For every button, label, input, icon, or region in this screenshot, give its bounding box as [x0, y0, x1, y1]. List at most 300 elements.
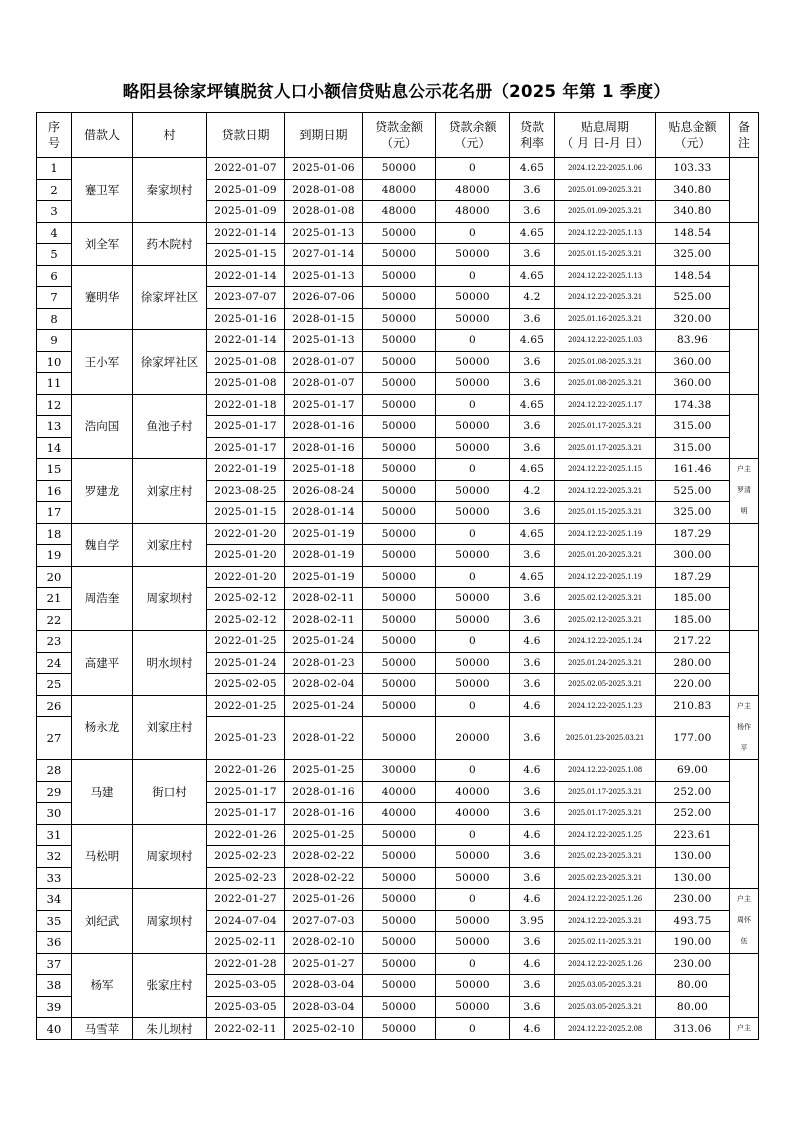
loan-amount: 50000 [363, 351, 436, 373]
interest-rate: 4.6 [510, 1018, 555, 1040]
row-number: 25 [37, 674, 72, 696]
table-header [37, 113, 759, 158]
subsidy-period: 2025.01.23-2025.03.21 [555, 717, 656, 760]
header-loan-date: 贷款日期 [207, 113, 285, 158]
row-number: 9 [37, 330, 72, 352]
loan-amount: 48000 [363, 179, 436, 201]
loan-amount: 50000 [363, 652, 436, 674]
note-text: 罗清 [737, 486, 751, 495]
loan-balance: 50000 [436, 674, 510, 696]
note-cell [730, 222, 759, 265]
note-cell [730, 330, 759, 395]
table-row [37, 265, 759, 287]
interest-rate: 3.6 [510, 437, 555, 459]
subsidy-period: 2025.02.12-2025.3.21 [555, 609, 656, 631]
loan-balance: 50000 [436, 932, 510, 954]
village-name: 刘家庄村 [133, 523, 207, 566]
loan-amount: 50000 [363, 287, 436, 309]
interest-rate: 3.95 [510, 910, 555, 932]
row-number: 22 [37, 609, 72, 631]
subsidy-period: 2024.12.22-2025.1.19 [555, 523, 656, 545]
row-number: 29 [37, 781, 72, 803]
subsidy-period: 2025.01.16-2025.3.21 [555, 308, 656, 330]
interest-rate: 3.6 [510, 609, 555, 631]
loan-balance: 0 [436, 824, 510, 846]
subsidy-period: 2024.12.22-2025.2.08 [555, 1018, 656, 1040]
village-name: 周家坝村 [133, 566, 207, 631]
loan-date: 2022-01-26 [207, 760, 285, 782]
note-cell [730, 566, 759, 631]
interest-rate: 3.6 [510, 932, 555, 954]
row-number: 35 [37, 910, 72, 932]
subsidy-amount: 340.80 [656, 201, 730, 223]
loan-balance: 50000 [436, 996, 510, 1018]
loan-amount: 50000 [363, 1018, 436, 1040]
borrower-name: 魏自学 [72, 523, 133, 566]
loan-balance: 50000 [436, 480, 510, 502]
subsidy-amount: 161.46 [656, 459, 730, 481]
subsidy-period: 2025.01.09-2025.3.21 [555, 201, 656, 223]
note-cell [730, 394, 759, 459]
loan-amount: 50000 [363, 480, 436, 502]
village-name: 刘家庄村 [133, 695, 207, 760]
due-date: 2025-01-25 [285, 824, 363, 846]
subsidy-period: 2025.01.17-2025.3.21 [555, 437, 656, 459]
loan-date: 2022-01-28 [207, 953, 285, 975]
interest-rate: 4.65 [510, 158, 555, 180]
loan-date: 2025-01-15 [207, 502, 285, 524]
subsidy-amount: 280.00 [656, 652, 730, 674]
subsidy-period: 2025.01.24-2025.3.21 [555, 652, 656, 674]
due-date: 2028-01-16 [285, 437, 363, 459]
loan-amount: 50000 [363, 824, 436, 846]
loan-date: 2023-08-25 [207, 480, 285, 502]
village-name: 徐家坪社区 [133, 265, 207, 330]
loan-balance: 0 [436, 1018, 510, 1040]
interest-rate: 3.6 [510, 588, 555, 610]
loan-date: 2022-01-14 [207, 330, 285, 352]
loan-balance: 0 [436, 459, 510, 481]
loan-amount: 50000 [363, 910, 436, 932]
subsidy-amount: 325.00 [656, 502, 730, 524]
loan-balance: 0 [436, 760, 510, 782]
table-row [37, 566, 759, 588]
note-cell [730, 953, 759, 1018]
loan-balance: 50000 [436, 373, 510, 395]
due-date: 2025-01-19 [285, 566, 363, 588]
subsidy-amount: 80.00 [656, 975, 730, 997]
row-number: 2 [37, 179, 72, 201]
note-text: 伍 [740, 937, 748, 946]
interest-rate: 3.6 [510, 803, 555, 825]
note-text: 户主 [737, 1024, 751, 1032]
due-date: 2028-01-16 [285, 416, 363, 438]
loan-date: 2023-07-07 [207, 287, 285, 309]
header-subsidy: 贴息金额 （元） [656, 113, 730, 158]
subsidy-amount: 300.00 [656, 545, 730, 567]
loan-amount: 40000 [363, 781, 436, 803]
loan-date: 2025-01-17 [207, 416, 285, 438]
village-name: 秦家坝村 [133, 158, 207, 223]
due-date: 2028-03-04 [285, 975, 363, 997]
borrower-name: 马建 [72, 760, 133, 825]
due-date: 2028-02-04 [285, 674, 363, 696]
loan-balance: 50000 [436, 910, 510, 932]
interest-rate: 4.2 [510, 480, 555, 502]
subsidy-period: 2025.01.15-2025.3.21 [555, 244, 656, 266]
subsidy-period: 2024.12.22-2025.1.17 [555, 394, 656, 416]
loan-date: 2022-01-27 [207, 889, 285, 911]
village-name: 周家坝村 [133, 824, 207, 889]
subsidy-amount: 220.00 [656, 674, 730, 696]
interest-rate: 4.65 [510, 459, 555, 481]
row-number: 11 [37, 373, 72, 395]
row-number: 36 [37, 932, 72, 954]
interest-rate: 3.6 [510, 867, 555, 889]
loan-date: 2024-07-04 [207, 910, 285, 932]
subsidy-period: 2025.01.15-2025.3.21 [555, 502, 656, 524]
interest-rate: 4.65 [510, 222, 555, 244]
subsidy-period: 2025.01.17-2025.3.21 [555, 781, 656, 803]
loan-amount: 50000 [363, 373, 436, 395]
due-date: 2028-01-07 [285, 373, 363, 395]
due-date: 2028-02-22 [285, 846, 363, 868]
village-name: 朱儿坝村 [133, 1018, 207, 1040]
loan-amount: 50000 [363, 308, 436, 330]
header-amount: 贷款金额 （元） [363, 113, 436, 158]
village-name: 明水坝村 [133, 631, 207, 696]
note-cell [730, 824, 759, 889]
due-date: 2025-01-06 [285, 158, 363, 180]
note-cell [730, 631, 759, 696]
row-number: 38 [37, 975, 72, 997]
borrower-name: 刘纪武 [72, 889, 133, 954]
subsidy-period: 2025.02.12-2025.3.21 [555, 588, 656, 610]
loan-amount: 50000 [363, 330, 436, 352]
subsidy-amount: 223.61 [656, 824, 730, 846]
loan-date: 2025-01-17 [207, 437, 285, 459]
subsidy-amount: 217.22 [656, 631, 730, 653]
borrower-name: 马松明 [72, 824, 133, 889]
note-text: 周怀 [737, 916, 751, 925]
borrower-name: 马雪苹 [72, 1018, 133, 1040]
note-cell [730, 889, 759, 954]
subsidy-period: 2025.01.08-2025.3.21 [555, 351, 656, 373]
row-number: 40 [37, 1018, 72, 1040]
row-number: 34 [37, 889, 72, 911]
row-number: 37 [37, 953, 72, 975]
subsidy-amount: 83.96 [656, 330, 730, 352]
loan-balance: 50000 [436, 287, 510, 309]
subsidy-amount: 325.00 [656, 244, 730, 266]
loan-date: 2022-01-07 [207, 158, 285, 180]
note-cell [730, 695, 759, 760]
subsidy-amount: 148.54 [656, 222, 730, 244]
loan-balance: 50000 [436, 846, 510, 868]
village-name: 周家坝村 [133, 889, 207, 954]
loan-amount: 50000 [363, 523, 436, 545]
loan-date: 2022-01-19 [207, 459, 285, 481]
borrower-name: 杨永龙 [72, 695, 133, 760]
table-row [37, 330, 759, 352]
due-date: 2025-01-24 [285, 631, 363, 653]
loan-balance: 0 [436, 953, 510, 975]
note-text: 户主 [737, 895, 751, 904]
interest-rate: 3.6 [510, 201, 555, 223]
loan-balance: 50000 [436, 588, 510, 610]
loan-date: 2025-01-23 [207, 717, 285, 760]
due-date: 2028-01-07 [285, 351, 363, 373]
interest-rate: 3.6 [510, 846, 555, 868]
loan-amount: 50000 [363, 244, 436, 266]
loan-amount: 50000 [363, 996, 436, 1018]
loan-date: 2025-02-12 [207, 609, 285, 631]
loan-amount: 50000 [363, 222, 436, 244]
subsidy-period: 2024.12.22-2025.1.03 [555, 330, 656, 352]
loan-balance: 50000 [436, 416, 510, 438]
due-date: 2025-01-13 [285, 265, 363, 287]
borrower-name: 周浩奎 [72, 566, 133, 631]
subsidy-amount: 185.00 [656, 609, 730, 631]
subsidy-period: 2024.12.22-2025.1.13 [555, 265, 656, 287]
due-date: 2028-02-10 [285, 932, 363, 954]
subsidy-period: 2024.12.22-2025.3.21 [555, 910, 656, 932]
table-row [37, 889, 759, 911]
header-borrower: 借款人 [72, 113, 133, 158]
subsidy-period: 2025.02.05-2025.3.21 [555, 674, 656, 696]
loan-amount: 50000 [363, 416, 436, 438]
borrower-name: 王小军 [72, 330, 133, 395]
due-date: 2028-01-16 [285, 803, 363, 825]
table-row [37, 824, 759, 846]
header-seq: 序 号 [37, 113, 72, 158]
interest-rate: 4.65 [510, 265, 555, 287]
due-date: 2028-02-11 [285, 588, 363, 610]
interest-rate: 4.6 [510, 889, 555, 911]
loan-amount: 50000 [363, 867, 436, 889]
loan-date: 2025-03-05 [207, 975, 285, 997]
subsidy-period: 2024.12.22-2025.1.24 [555, 631, 656, 653]
loan-amount: 50000 [363, 953, 436, 975]
due-date: 2026-08-24 [285, 480, 363, 502]
loan-date: 2022-01-25 [207, 631, 285, 653]
loan-amount: 50000 [363, 695, 436, 717]
borrower-name: 浩向国 [72, 394, 133, 459]
village-name: 张家庄村 [133, 953, 207, 1018]
loan-balance: 0 [436, 566, 510, 588]
interest-rate: 3.6 [510, 179, 555, 201]
note-cell [730, 760, 759, 825]
header-due-date: 到期日期 [285, 113, 363, 158]
loan-balance: 20000 [436, 717, 510, 760]
header-period: 贴息周期 （ 月 日-月 日） [555, 113, 656, 158]
subsidy-amount: 252.00 [656, 803, 730, 825]
loan-balance: 0 [436, 330, 510, 352]
loan-amount: 50000 [363, 717, 436, 760]
subsidy-period: 2024.12.22-2025.1.06 [555, 158, 656, 180]
row-number: 24 [37, 652, 72, 674]
loan-date: 2025-01-16 [207, 308, 285, 330]
loan-balance: 48000 [436, 179, 510, 201]
borrower-name: 蹇明华 [72, 265, 133, 330]
interest-rate: 3.6 [510, 781, 555, 803]
interest-rate: 3.6 [510, 545, 555, 567]
interest-rate: 4.6 [510, 631, 555, 653]
loan-balance: 50000 [436, 437, 510, 459]
loan-date: 2025-01-24 [207, 652, 285, 674]
table-row [37, 953, 759, 975]
borrower-name: 罗建龙 [72, 459, 133, 524]
interest-rate: 4.65 [510, 566, 555, 588]
loan-amount: 50000 [363, 394, 436, 416]
loan-date: 2025-01-09 [207, 179, 285, 201]
loan-balance: 50000 [436, 609, 510, 631]
note-cell [730, 265, 759, 330]
loan-date: 2025-02-05 [207, 674, 285, 696]
row-number: 18 [37, 523, 72, 545]
row-number: 21 [37, 588, 72, 610]
row-number: 1 [37, 158, 72, 180]
loan-amount: 50000 [363, 674, 436, 696]
subsidy-amount: 525.00 [656, 287, 730, 309]
subsidy-amount: 315.00 [656, 416, 730, 438]
row-number: 3 [37, 201, 72, 223]
interest-rate: 4.65 [510, 523, 555, 545]
due-date: 2028-02-22 [285, 867, 363, 889]
due-date: 2025-01-17 [285, 394, 363, 416]
borrower-name: 高建平 [72, 631, 133, 696]
row-number: 5 [37, 244, 72, 266]
subsidy-amount: 190.00 [656, 932, 730, 954]
loan-amount: 50000 [363, 889, 436, 911]
subsidy-amount: 230.00 [656, 953, 730, 975]
row-number: 31 [37, 824, 72, 846]
due-date: 2028-01-23 [285, 652, 363, 674]
subsidy-period: 2025.03.05-2025.3.21 [555, 975, 656, 997]
subsidy-amount: 187.29 [656, 566, 730, 588]
interest-rate: 3.6 [510, 674, 555, 696]
due-date: 2028-01-22 [285, 717, 363, 760]
table-row [37, 459, 759, 481]
loan-date: 2025-01-09 [207, 201, 285, 223]
due-date: 2027-07-03 [285, 910, 363, 932]
due-date: 2025-01-18 [285, 459, 363, 481]
interest-rate: 4.65 [510, 394, 555, 416]
loan-balance: 0 [436, 158, 510, 180]
loan-date: 2025-02-23 [207, 867, 285, 889]
interest-rate: 4.6 [510, 953, 555, 975]
loan-date: 2022-02-11 [207, 1018, 285, 1040]
row-number: 10 [37, 351, 72, 373]
loan-amount: 50000 [363, 545, 436, 567]
subsidy-table [36, 112, 759, 1040]
loan-date: 2022-01-20 [207, 566, 285, 588]
row-number: 19 [37, 545, 72, 567]
loan-date: 2025-01-08 [207, 373, 285, 395]
loan-amount: 50000 [363, 158, 436, 180]
subsidy-amount: 80.00 [656, 996, 730, 1018]
loan-amount: 50000 [363, 846, 436, 868]
subsidy-period: 2024.12.22-2025.1.26 [555, 953, 656, 975]
row-number: 7 [37, 287, 72, 309]
due-date: 2025-01-13 [285, 330, 363, 352]
interest-rate: 4.6 [510, 760, 555, 782]
note-cell [730, 459, 759, 524]
loan-date: 2022-01-26 [207, 824, 285, 846]
subsidy-amount: 313.06 [656, 1018, 730, 1040]
loan-balance: 48000 [436, 201, 510, 223]
loan-amount: 50000 [363, 609, 436, 631]
interest-rate: 3.6 [510, 975, 555, 997]
subsidy-amount: 174.38 [656, 394, 730, 416]
subsidy-amount: 360.00 [656, 373, 730, 395]
village-name: 徐家坪社区 [133, 330, 207, 395]
village-name: 刘家庄村 [133, 459, 207, 524]
village-name: 街口村 [133, 760, 207, 825]
loan-amount: 48000 [363, 201, 436, 223]
subsidy-period: 2025.01.20-2025.3.21 [555, 545, 656, 567]
loan-balance: 0 [436, 222, 510, 244]
subsidy-amount: 185.00 [656, 588, 730, 610]
borrower-name: 蹇卫军 [72, 158, 133, 223]
subsidy-amount: 177.00 [656, 717, 730, 760]
subsidy-amount: 360.00 [656, 351, 730, 373]
table-row [37, 158, 759, 180]
row-number: 26 [37, 695, 72, 717]
loan-date: 2022-01-25 [207, 695, 285, 717]
loan-balance: 50000 [436, 652, 510, 674]
due-date: 2028-01-15 [285, 308, 363, 330]
loan-balance: 0 [436, 631, 510, 653]
loan-balance: 50000 [436, 351, 510, 373]
subsidy-period: 2025.01.17-2025.3.21 [555, 416, 656, 438]
subsidy-period: 2024.12.22-2025.3.21 [555, 480, 656, 502]
loan-date: 2025-02-12 [207, 588, 285, 610]
interest-rate: 4.6 [510, 824, 555, 846]
interest-rate: 3.6 [510, 717, 555, 760]
subsidy-amount: 252.00 [656, 781, 730, 803]
row-number: 23 [37, 631, 72, 653]
village-name: 鱼池子村 [133, 394, 207, 459]
subsidy-amount: 148.54 [656, 265, 730, 287]
loan-date: 2022-01-14 [207, 222, 285, 244]
subsidy-amount: 69.00 [656, 760, 730, 782]
note-text: 户主 [737, 465, 751, 474]
subsidy-period: 2024.12.22-2025.1.19 [555, 566, 656, 588]
table-row [37, 631, 759, 653]
note-text: 平 [740, 743, 748, 752]
row-number: 4 [37, 222, 72, 244]
loan-amount: 50000 [363, 932, 436, 954]
loan-amount: 50000 [363, 265, 436, 287]
subsidy-period: 2024.12.22-2025.1.25 [555, 824, 656, 846]
note-text: 杨作 [737, 722, 751, 731]
loan-date: 2025-02-23 [207, 846, 285, 868]
row-number: 32 [37, 846, 72, 868]
loan-amount: 30000 [363, 760, 436, 782]
header-rate: 贷款 利率 [510, 113, 555, 158]
due-date: 2028-02-11 [285, 609, 363, 631]
interest-rate: 3.6 [510, 416, 555, 438]
subsidy-period: 2025.01.09-2025.3.21 [555, 179, 656, 201]
note-text: 户主 [737, 701, 751, 710]
loan-amount: 50000 [363, 459, 436, 481]
table-row [37, 394, 759, 416]
loan-date: 2025-01-08 [207, 351, 285, 373]
row-number: 39 [37, 996, 72, 1018]
subsidy-amount: 187.29 [656, 523, 730, 545]
loan-date: 2022-01-14 [207, 265, 285, 287]
